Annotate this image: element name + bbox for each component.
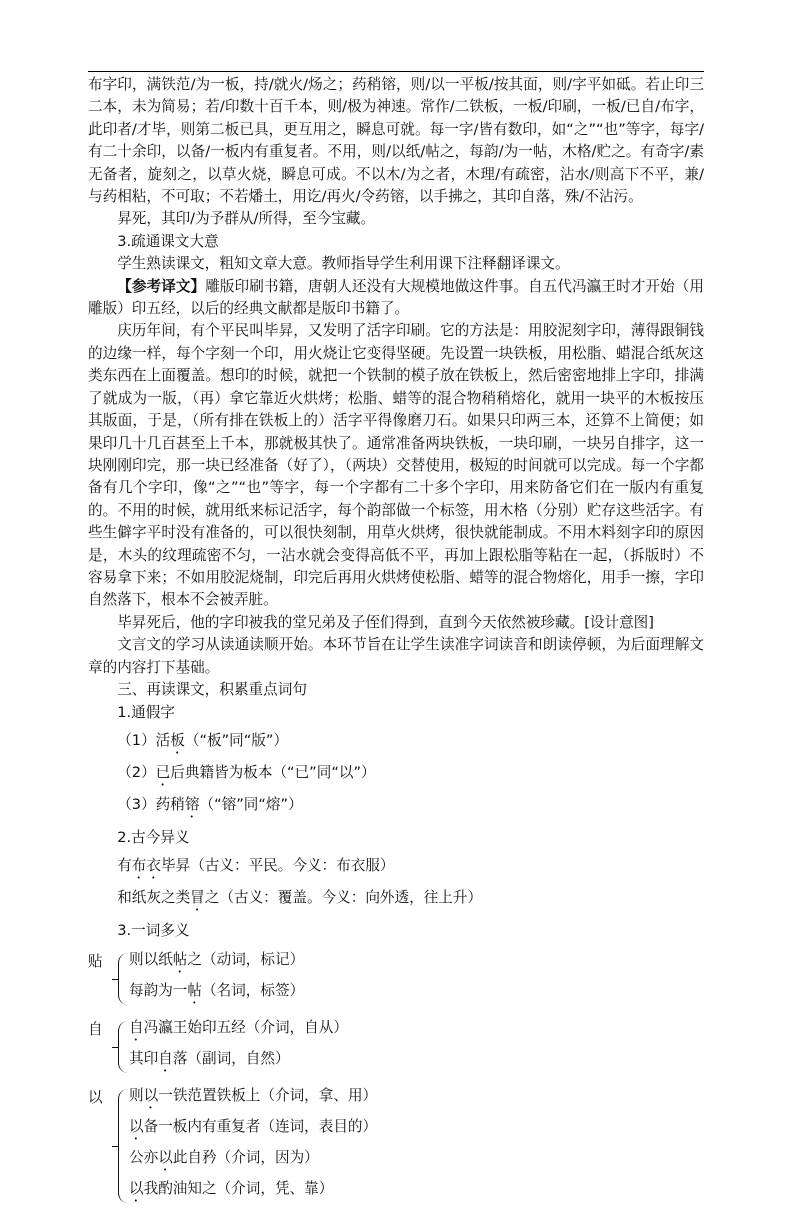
- brace-glyph: [118, 953, 129, 1005]
- line-text: 我酌油知之（介词，凭、靠）: [143, 1180, 334, 1198]
- tongjiazi-heading: 1.通假字: [117, 704, 175, 722]
- item-text: （“板”同“版”）: [184, 732, 289, 750]
- key-character: 以: [129, 1180, 144, 1198]
- translation-paragraph-2: 庆历年间，有个平民叫毕昇，又发明了活字印刷。它的方法是：用胶泥刻字印，薄得跟铜钱的边缘一样，每个字刻一个印，用火烧让它变得坚硬。先设置一块铁板，用松脂、蜡混合纸灰这类东西在上面覆盖。想印的时候，就把一个铁制的模子放在铁板上，然后密密地排上字印，排满了就成为一版，（再）拿它靠近火烘烤；松脂、蜡等的混合物稍稍熔化，就用一块平的木板按压其版面，于是，（所有排在铁板上的）活字平得像磨刀石。如果只印两三本，还算不上简便；如果印几十几百甚至上千本，那就极其快了。通常准备两块铁板，一块印刷，一块另自排字，这一块刚刚印完，那一块已经准备（好了），（两块）交替使用，极短的时间就可以完成。每一个字都备有几个字印，像“之”“也”等字，每一个字都有二十多个字印，用来防备它们在一版内有重复的。不用的时候，就用纸来标记活字，每个韵部做一个标签，用木格（分别）贮存这些活字。有些生僻字平时没有准备的，可以很快刻制，用草火烘烤，很快就能制成。不用木料刻字印的原因是，木头的纹理疏密不匀，一沾水就会变得高低不平，再加上跟松脂等粘在一起，（拆版时）不容易拿下来；不如用胶泥烧制，印完后再用火烘烤使松脂、蜡等的混合物熔化，用手一擦，字印自然落下，根本不会被弄脏。: [88, 322, 704, 609]
- item-text: （1）活: [117, 732, 171, 750]
- key-character: 板: [170, 732, 185, 750]
- line-text: 一铁范置铁板上（介词，拿、用）: [158, 1087, 378, 1105]
- polysemy-lines: [129, 1017, 704, 1079]
- line-text: 每韵为一: [129, 982, 188, 1000]
- translation-paragraph-3: 毕昇死后，他的字印被我的堂兄弟及子侄们得到，直到今天依然被珍藏。[设计意图]: [117, 613, 654, 631]
- key-character: 以: [143, 1087, 159, 1105]
- polysemy-group-yi: [88, 1085, 704, 1209]
- polysemy-line: [129, 1085, 704, 1112]
- gujin-item-2: [88, 887, 704, 914]
- polysemy-word: 以: [88, 1089, 103, 1107]
- section-heading-3: 3.疏通课文大意: [117, 232, 219, 250]
- gujin-heading: 2.古今异义: [117, 829, 190, 847]
- item-text: 和纸灰之类: [117, 889, 191, 907]
- polysemy-word: 贴: [88, 953, 103, 971]
- tongjiazi-item-1: [88, 730, 704, 757]
- line-text: 备一板内有重复者（连词，表目的）: [143, 1118, 378, 1136]
- line-text: 之（动词，标记）: [187, 951, 305, 969]
- key-character: 帖: [172, 951, 188, 969]
- item-text: 后典籍皆为板本（“已”同“以”）: [170, 764, 376, 782]
- line-text: （名词，标签）: [202, 982, 305, 1000]
- item-text: 毕昇（古义：平民。今义：布衣服）: [161, 857, 395, 875]
- tongjiazi-item-3: [88, 794, 704, 821]
- passage-paragraph-2: 昇死，其印/为予群从/所得，至今宝藏。: [117, 210, 376, 228]
- line-text: 此自矜（介词，因为）: [172, 1149, 319, 1167]
- tongjiazi-item-2: [88, 762, 704, 789]
- polysemy-lines: [129, 949, 704, 1011]
- polysemy-line: [129, 1048, 704, 1075]
- item-text: 之（古义：覆盖。今义：向外透，往上升）: [204, 889, 483, 907]
- key-character: 以: [129, 1118, 144, 1136]
- key-character: 镕: [184, 796, 200, 814]
- polysemy-line: [129, 949, 704, 976]
- brace-glyph: [118, 1021, 129, 1073]
- reference-translation-tag: 【参考译文】: [117, 277, 206, 295]
- key-word: 布衣: [131, 857, 161, 875]
- line-text: 落（副词，自然）: [172, 1050, 290, 1068]
- translation-paragraph-1: [88, 276, 704, 321]
- document-body: [88, 74, 704, 1213]
- item-text: （3）药稍: [117, 796, 185, 814]
- header-rule: [88, 71, 704, 72]
- key-character: 帖: [187, 982, 202, 1000]
- key-character: 已: [155, 764, 171, 782]
- translation-text-1: 雕版印刷书籍，唐朝人还没有大规模地做这件事。自五代冯瀛王时才开始（用雕版）印五经，以后的经典文献都是版印书籍了。: [88, 277, 704, 318]
- polysemy-line: [129, 980, 704, 1007]
- yici-heading: 3.一词多义: [117, 922, 190, 940]
- polysemy-line: [129, 1116, 704, 1143]
- item-text: （“镕”同“熔”）: [199, 796, 303, 814]
- key-character: 以: [158, 1149, 173, 1167]
- gujin-item-1: [88, 855, 704, 882]
- section-heading-three: 三、再读课文，积累重点词句: [117, 680, 307, 698]
- key-word: 冒: [190, 889, 205, 907]
- polysemy-line: [129, 1147, 704, 1174]
- line-text: 其印: [129, 1050, 159, 1068]
- item-text: （2）: [117, 764, 156, 782]
- section-3-intro: 学生熟读课文，粗知文章大意。教师指导学生利用课下注释翻译课文。: [117, 255, 570, 273]
- polysemy-word: 自: [88, 1021, 103, 1039]
- passage-paragraph-1: 布字印，满铁范/为一板，持/就火/炀之；药稍镕，则/以一平板/按其面，则/字平如砥。若止印三二本，未为简易；若/印数十百千本，则/极为神速。常作/二铁板，一板/印刷，一板/已自/布字，此印者/才毕，则第二板已具，更互用之，瞬息可就。每一字/皆有数印，如“之”“也”等字，每字/有二十余印，以备/一板内有重复者。不用，则/以纸/帖之，每韵/为一帖，木格/贮之。有奇字/素无备者，旋刻之，以草火烧，瞬息可成。不以木/为之者，木理/有疏密，沾水/则高下不平，兼/与药相粘，不可取；不若燔土，用讫/再火/令药镕，以手拂之，其印自落，殊/不沾污。: [88, 76, 704, 206]
- line-text: 则以纸: [129, 951, 173, 969]
- key-character: 自: [129, 1019, 144, 1037]
- design-intent-paragraph: 文言文的学习从读通读顺开始。本环节旨在让学生读准字词读音和朗读停顿，为后面理解文章的内容打下基础。: [88, 636, 704, 676]
- polysemy-line: [129, 1017, 704, 1044]
- line-text: 则: [129, 1087, 144, 1105]
- polysemy-lines: [129, 1085, 704, 1209]
- key-character: 自: [158, 1050, 173, 1068]
- line-text: 公亦: [129, 1149, 159, 1167]
- line-text: 冯瀛王始印五经（介词，自从）: [143, 1019, 348, 1037]
- polysemy-line: [129, 1178, 704, 1205]
- polysemy-group-zi: [88, 1017, 704, 1079]
- item-text: 有: [117, 857, 132, 875]
- brace-glyph: [118, 1089, 129, 1203]
- polysemy-group-tie: [88, 949, 704, 1011]
